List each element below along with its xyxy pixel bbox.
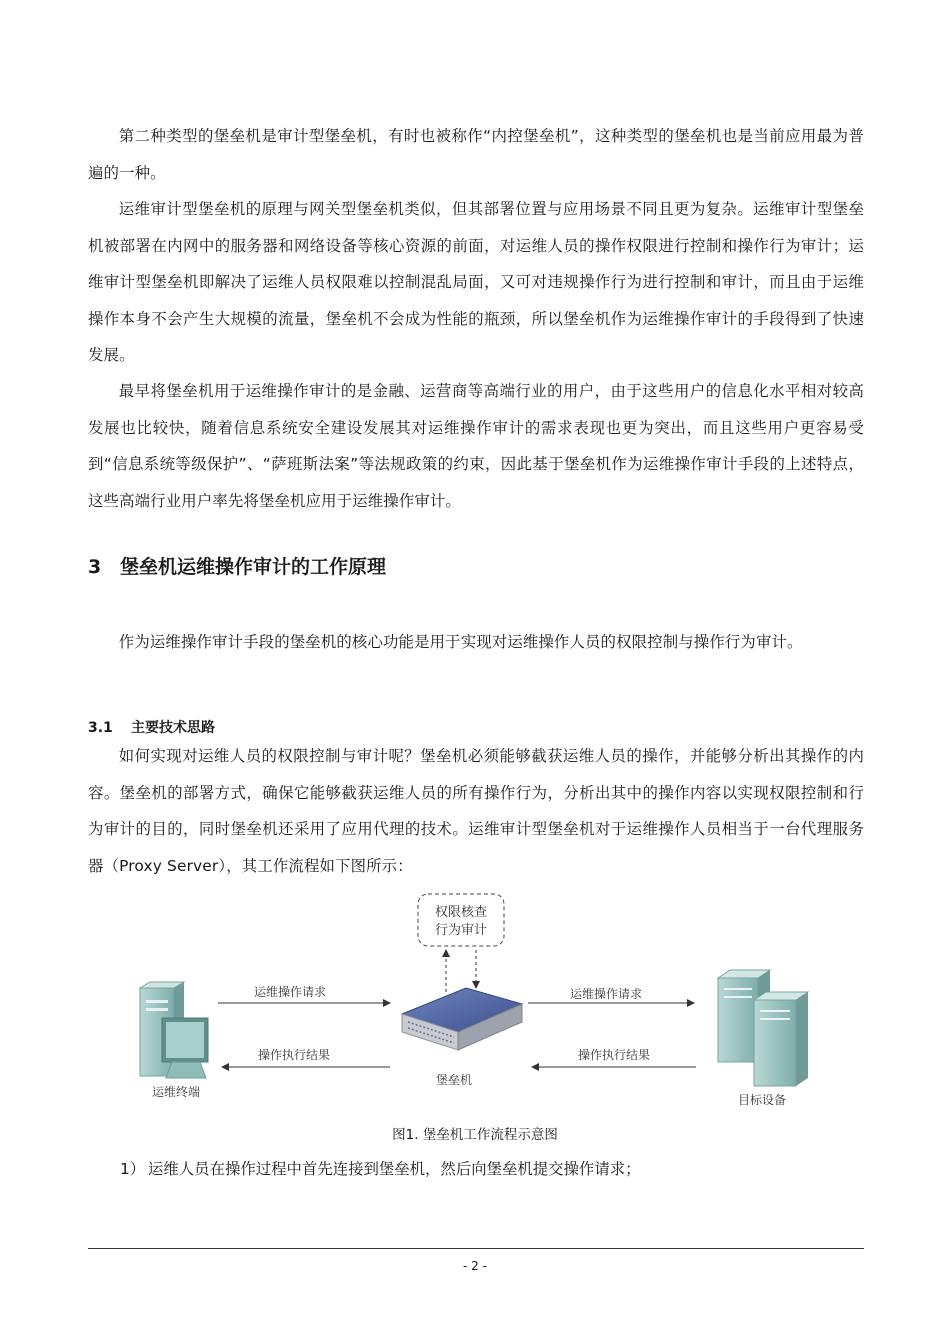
result-label-right: 操作执行结果: [577, 1048, 651, 1062]
subsection-heading: [88, 716, 215, 740]
list-marker: 1）: [120, 1160, 146, 1178]
paragraph-early-adopters: 最早将堡垒机用于运维操作审计的是金融、运营商等高端行业的用户，由于这些用户的信息化水平相对较高发展也比较快，随着信息系统安全建设发展其对运维操作审计的需求表现也更为突出，而且这些用户更容易受到“信息系统等级保护”、“萨班斯法案”等法规政策的约束，因此基于堡垒机作为运维操作审计手段的上述特点，这些高端行业用户率先将堡垒机应用于运维操作审计。: [88, 382, 864, 510]
list-text: 运维人员在操作过程中首先连接到堡垒机，然后向堡垒机提交操作请求；: [148, 1160, 641, 1178]
section-title: 堡垒机运维操作审计的工作原理: [120, 556, 387, 578]
page-number: - 2 -: [463, 1259, 487, 1273]
bastion-host-icon: [402, 988, 522, 1050]
terminal-label: 运维终端: [151, 1085, 201, 1099]
section-heading: [88, 552, 386, 582]
paragraph-audit-type-principle: 运维审计型堡垒机的原理与网关型堡垒机类似，但其部署位置与应用场景不同且更为复杂。运维审计型堡垒机被部署在内网中的服务器和网络设备等核心资源的前面，对运维人员的操作权限进行控制和操作行为审计；运维审计型堡垒机即解决了运维人员权限难以控制混乱局面，又可对违规操作行为进行控制和审计，而且由于运维操作本身不会产生大规模的流量，堡垒机不会成为性能的瓶颈，所以堡垒机作为运维操作审计的手段得到了快速发展。: [88, 200, 864, 364]
list-item: [120, 1156, 641, 1182]
subsection-number: 3.1: [88, 720, 113, 736]
section-number: 3: [88, 556, 102, 578]
target-label: 目标设备: [737, 1093, 787, 1107]
result-label-left: 操作执行结果: [257, 1048, 331, 1062]
paragraph-section-intro: 作为运维操作审计手段的堡垒机的核心功能是用于实现对运维操作人员的权限控制与操作行为审计。: [118, 633, 803, 651]
figure-caption: 图1. 堡垒机工作流程示意图: [392, 1127, 558, 1143]
request-label-right: 运维操作请求: [569, 987, 643, 1001]
request-label-left: 运维操作请求: [253, 985, 327, 999]
target-servers-icon: [718, 970, 808, 1086]
paragraph-technical-approach: 如何实现对运维人员的权限控制与审计呢？堡垒机必须能够截获运维人员的操作，并能够分析出其操作的内容。堡垒机的部署方式，确保它能够截获运维人员的所有操作行为，分析出其中的操作内容以实现权限控制和行为审计的目的，同时堡垒机还采用了应用代理的技术。运维审计型堡垒机对于运维操作人员相当于一台代理服务器（Proxy Server），其工作流程如下图所示：: [88, 747, 864, 875]
audit-box-line1: 权限核查: [434, 905, 488, 920]
workflow-diagram: [120, 888, 830, 1118]
paragraph-audit-type-intro: 第二种类型的堡垒机是审计型堡垒机，有时也被称作“内控堡垒机”，这种类型的堡垒机也是当前应用最为普遍的一种。: [88, 127, 864, 182]
bastion-label: 堡垒机: [435, 1073, 473, 1087]
audit-box: [418, 894, 504, 946]
footer-rule: [88, 1248, 864, 1249]
subsection-title: 主要技术思路: [131, 720, 215, 736]
terminal-icon: [140, 982, 208, 1078]
audit-box-line2: 行为审计: [434, 923, 488, 938]
